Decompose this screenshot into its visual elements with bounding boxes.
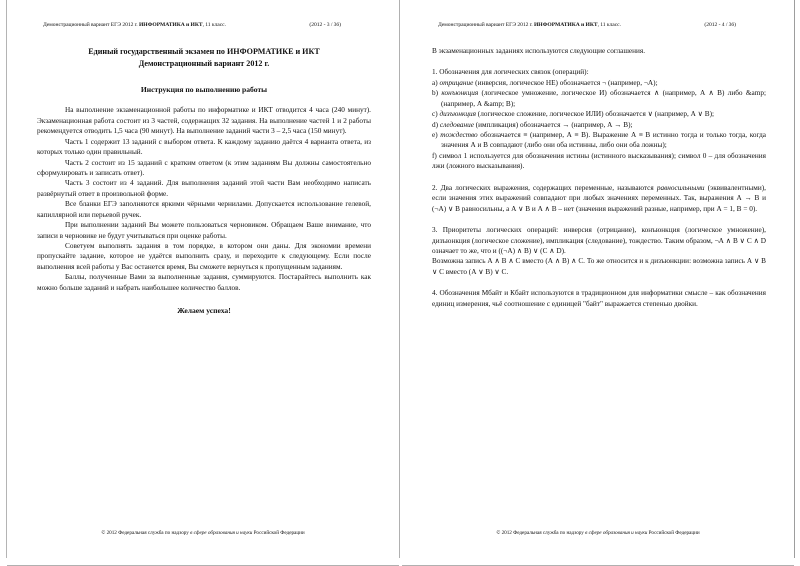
header-title [438,22,621,30]
page-header [37,22,371,30]
item2-lead: 2. Два логических выражения, содержащих переменные, называются [432,183,657,192]
header-subject: ИНФОРМАТИКА и ИКТ [534,22,598,28]
instruction-heading: Инструкция по выполнению работы [140,84,268,94]
header-subject: ИНФОРМАТИКА и ИКТ [139,22,203,28]
spacer [432,214,766,225]
footer-italic: в сфере образования и науки [585,529,648,536]
item3-paragraph-continued: Возможна запись А ∧ В ∧ С вместо (А ∧ В) ∧ С. То же относится и к дизъюнкции: возможна запись А ∨ В ∨ С вместо (А ∨ В) ∨ С. [432,257,766,276]
item3-paragraph: 3. Приоритеты логических операций: инверсия (отрицание), конъюнкция (логическое умножение), дизъюнкция (логическое сложение), импликация (следование), тождество. Таким образом, ¬А ∧ В ∨ С ∧ D означает то же, что и ((¬А) ∧ В) ∨ (С ∧ D). [432,226,766,255]
item1-option-a [432,78,766,88]
option-text: (логическое сложение, логическое ИЛИ) обозначается ∨ (например, А ∨ В); [475,110,715,119]
page-left [7,0,400,558]
term-disjunction: дизъюнкция [439,110,476,119]
instruction-paragraph: Советуем выполнять задания в том порядке, в котором они даны. Для экономии времени пропускайте задание, которое не удаётся выполнить сразу, и переходите к следующему. Если после выполнения всей работы у Вас останется время, Вы сможете вернуться к пропущенным заданиям. [37,242,371,271]
instruction-paragraph: Часть 1 содержит 13 заданий с выбором ответа. К каждому заданию даётся 4 варианта ответа, из которых только один правильный. [37,137,371,157]
item1-option-e [432,130,766,151]
exam-title-line1: Единый государственный экзамен по ИНФОРМАТИКЕ и ИКТ [88,46,320,56]
header-page-marker: (2012 - 4 / 36) [704,22,736,28]
footer-tail: Российской Федерации [252,529,305,536]
footer-copyright: © 2012 Федеральная служба по надзору [496,529,586,536]
exam-title-line2: Демонстрационный вариант 2012 г. [138,59,270,69]
page-right [402,0,795,558]
instruction-paragraph: Часть 3 состоит из 4 заданий. Для выполнения заданий этой части Вам необходимо написать развёрнутый ответ в произвольной форме. [37,179,371,198]
page-header [432,22,766,30]
header-prefix: Демонстрационный вариант ЕГЭ 2012 г. [43,22,139,28]
item2-text: (эквивалентными), если значения этих выражений совпадают при любых значениях переменных. Так, выражения А → В и (¬А) ∨ В равносильны, а А ∨ В и А ∧ В – нет (значения выражений разные, например, при А = 1, В = 0). [432,183,766,213]
option-text: (импликация) обозначается → (например, А → В); [473,120,633,129]
spacer [432,172,766,183]
option-marker: d) [432,120,440,129]
footer-tail: Российской Федерации [647,529,700,536]
term-negation: отрицание [439,78,474,87]
term-conjunction: конъюнкция [441,89,479,98]
item1-option-d [432,120,766,130]
option-marker: c) [432,110,440,119]
item1-option-c [432,109,766,119]
item1-heading: 1. Обозначения для логических связок (операций): [432,68,589,77]
header-title [43,22,226,30]
item2-paragraph [432,183,766,214]
footer-italic: в сфере образования и науки [190,529,253,536]
page-footer [7,530,399,537]
header-grade: , 11 класс. [597,22,621,28]
spacer [432,56,766,67]
footer-copyright: © 2012 Федеральная служба по надзору [101,529,191,536]
good-luck-note: Желаем успеха! [177,306,231,316]
option-text: (логическое умножение, логическое И) обозначается ∧ (например, А ∧ В) либо &amp; (например, А &amp; В); [441,89,766,108]
option-text: обозначается ≡ (например, А ≡ В). Выражение А ≡ В истинно тогда и только тогда, когда значения А и В совпадают (либо они оба истинны, либо они оба ложны); [441,131,766,150]
term-identity: тождество [440,131,478,139]
instruction-paragraph: Баллы, полученные Вами за выполненные задания, суммируются. Постарайтесь выполнить как можно больше заданий и набрать наибольшее количество баллов. [37,273,371,292]
instruction-paragraph: При выполнении заданий Вы можете пользоваться черновиком. Обращаем Ваше внимание, что записи в черновике не будут учитываться при оценке работы. [37,221,371,240]
header-page-marker: (2012 - 3 / 36) [309,22,341,28]
option-marker: e) [432,131,441,139]
option-text: (инверсия, логическое НЕ) обозначается ¬ (например, ¬А); [473,78,658,87]
item1-option-f: f) символ 1 используется для обозначения истины (истинного высказывания); символ 0 – для обозначения лжи (ложного высказывания). [432,151,766,171]
term-implication: следование [439,120,474,129]
instruction-paragraph: Все бланки ЕГЭ заполняются яркими чёрными чернилами. Допускается использование гелевой, капиллярной или перьевой ручек. [37,200,371,219]
item1-option-b [432,88,766,109]
page-footer [402,530,794,537]
option-marker: a) [432,78,440,87]
page-title [37,46,371,71]
instruction-paragraph: На выполнение экзаменационной работы по информатике и ИКТ отводится 4 часа (240 минут). Экзаменационная работа состоит из 3 частей, содержащих 32 задания. На выполнение частей 1 и 2 работы рекомендуется отводить 1,5 часа (90 минут). На выполнение заданий части 3 – 2,5 часа (150 минут). [37,106,371,136]
item4-paragraph: 4. Обозначения Мбайт и Кбайт используются в традиционном для информатики смысле – как обозначения единиц измерения, чьё соотношение с единицей "байт" выражается степенью двойки. [432,289,766,308]
header-prefix: Демонстрационный вариант ЕГЭ 2012 г. [438,22,534,28]
header-grade: , 11 класс. [202,22,226,28]
term-equivalent: равносильными [656,183,705,192]
instruction-paragraph: Часть 2 состоит из 15 заданий с кратким ответом (к этим заданиям Вы должны самостоятельно сформулировать и записать ответ). [37,158,371,177]
spacer [432,277,766,288]
option-marker: b) [432,89,442,98]
conventions-intro: В экзаменационных заданиях используются следующие соглашения. [432,46,646,55]
